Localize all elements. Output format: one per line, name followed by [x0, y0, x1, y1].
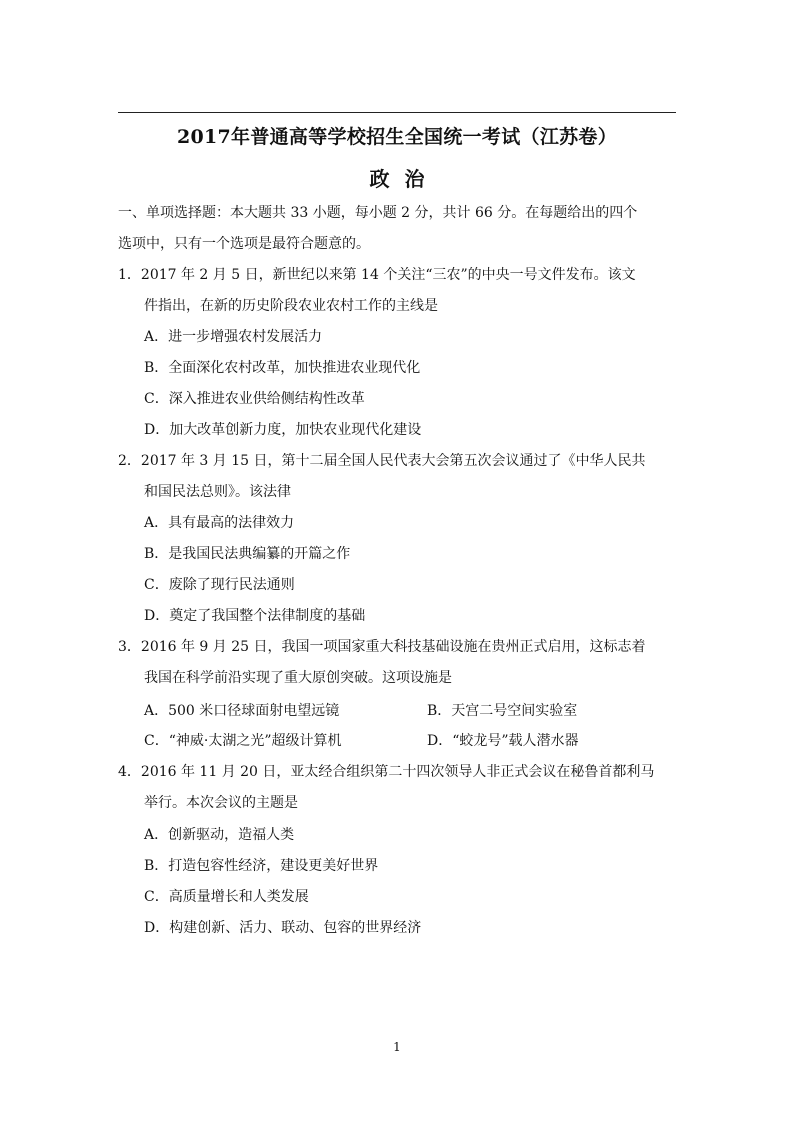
question-4-option-a: A．创新驱动，造福人类: [144, 827, 295, 843]
question-1-option-b: B．全面深化农村改革，加快推进农业现代化: [144, 360, 421, 376]
question-1-stem-line-1: 1．2017 年 2 月 5 日，新世纪以来第 14 个关注“三农”的中央一号文件发布。该文: [118, 267, 636, 283]
question-2-stem-line-2: 和国民法总则》。该法律: [144, 484, 291, 500]
question-2-option-d: D．奠定了我国整个法律制度的基础: [144, 608, 366, 624]
question-1-option-a: A．进一步增强农村发展活力: [144, 329, 323, 345]
question-3-option-c: C．“神威·太湖之光”超级计算机: [144, 733, 342, 749]
header-rule: [118, 112, 676, 113]
question-4-option-c: C．高质量增长和人类发展: [144, 889, 309, 905]
question-3-stem-line-2: 我国在科学前沿实现了重大原创突破。这项设施是: [144, 670, 452, 686]
section-instructions-line-2: 选项中，只有一个选项是最符合题意的。: [118, 236, 370, 252]
question-2-option-c: C．废除了现行民法通则: [144, 577, 295, 593]
question-3-option-a: A．500 米口径球面射电望远镜: [144, 703, 340, 719]
question-4-option-b: B．打造包容性经济，建设更美好世界: [144, 858, 379, 874]
question-3-option-d: D．“蛟龙号”载人潜水器: [427, 733, 579, 749]
page-number: 1: [393, 1040, 401, 1054]
question-2-option-a: A．具有最高的法律效力: [144, 515, 295, 531]
question-3-option-b: B．天宫二号空间实验室: [427, 703, 578, 719]
question-2-option-b: B．是我国民法典编纂的开篇之作: [144, 546, 351, 562]
subject-heading: 政 治: [369, 167, 425, 191]
question-4-stem-line-2: 举行。本次会议的主题是: [144, 795, 298, 811]
question-4-option-d: D．构建创新、活力、联动、包容的世界经济: [144, 920, 422, 936]
section-instructions-line-1: 一、单项选择题：本大题共 33 小题，每小题 2 分，共计 66 分。在每题给出的四个: [118, 205, 638, 221]
question-3-stem-line-1: 3．2016 年 9 月 25 日，我国一项国家重大科技基础设施在贵州正式启用，这标志着: [118, 639, 646, 655]
question-1-option-d: D．加大改革创新力度，加快农业现代化建设: [144, 422, 422, 438]
exam-title: 2017年普通高等学校招生全国统一考试（江苏卷）: [176, 126, 618, 148]
question-1-stem-line-2: 件指出，在新的历史阶段农业农村工作的主线是: [144, 298, 438, 314]
question-2-stem-line-1: 2．2017 年 3 月 15 日，第十二届全国人民代表大会第五次会议通过了《中华人民共: [118, 453, 646, 469]
question-4-stem-line-1: 4．2016 年 11 月 20 日，亚太经合组织第二十四次领导人非正式会议在秘鲁首都利马: [118, 764, 655, 780]
question-1-option-c: C．深入推进农业供给侧结构性改革: [144, 391, 365, 407]
